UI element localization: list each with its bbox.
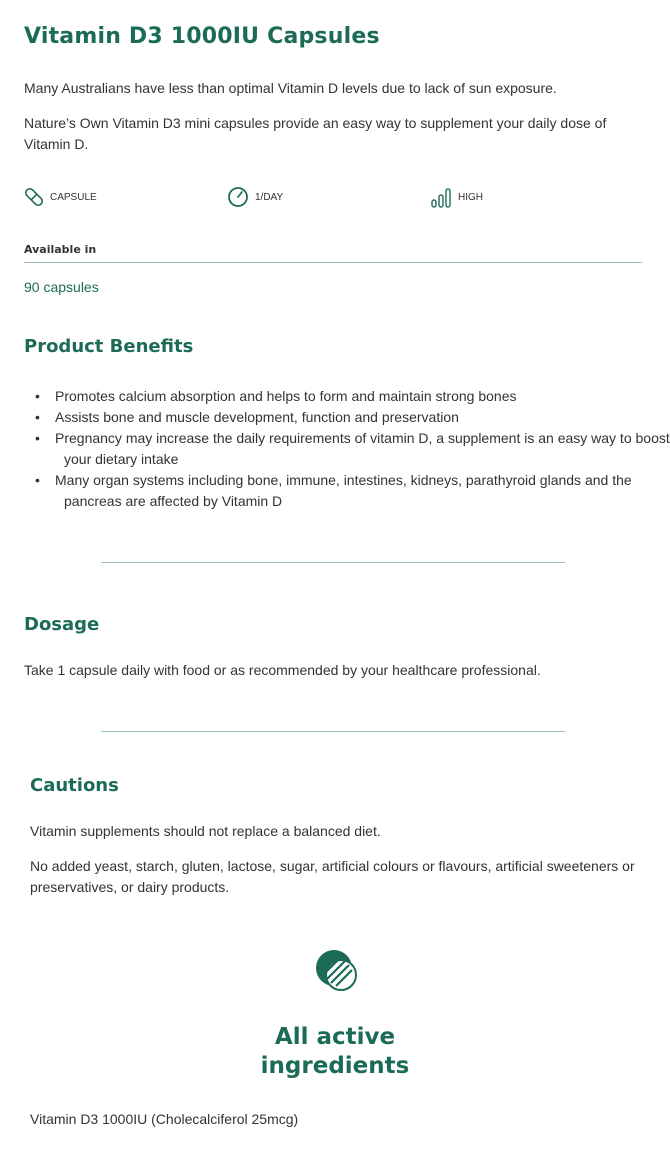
attribute-frequency (227, 186, 283, 208)
divider (24, 262, 642, 263)
ingredients-heading (0, 1023, 670, 1081)
attribute-strength (430, 186, 483, 208)
attribute-capsule (24, 186, 97, 208)
dosage-text: Take 1 capsule daily with food or as recommended by your healthcare professional. (24, 662, 541, 678)
list-item: • Assists bone and muscle development, function and preservation (55, 407, 670, 428)
clock-icon (227, 186, 249, 208)
intro-paragraph-1: Many Australians have less than optimal Vitamin D levels due to lack of sun exposure. (24, 80, 557, 96)
caution-text: Vitamin supplements should not replace a balanced diet. (30, 823, 381, 839)
intro-paragraph-2: Nature’s Own Vitamin D3 mini capsules provide an easy way to supplement your daily dose of Vitamin D. (24, 115, 607, 152)
dosage-heading: Dosage (24, 614, 100, 635)
section-divider (101, 562, 565, 563)
attribute-label: CAPSULE (50, 191, 97, 203)
available-in-label: Available in (24, 243, 97, 256)
capsule-icon (24, 186, 44, 208)
cautions-heading: Cautions (30, 775, 119, 796)
benefits-list (24, 386, 670, 512)
ingredient-item: Vitamin D3 1000IU (Cholecalciferol 25mcg) (30, 1111, 299, 1127)
ingredients-heading-line1: All active (274, 1024, 396, 1050)
strength-bars-icon (430, 186, 452, 208)
section-divider (101, 731, 565, 732)
list-item: • Many organ systems including bone, immune, intestines, kidneys, parathyroid glands and the pancreas are affected by Vitamin D (55, 470, 670, 512)
list-item: • Promotes calcium absorption and helps to form and maintain strong bones (55, 386, 670, 407)
product-attributes (24, 186, 644, 210)
attribute-label: HIGH (458, 191, 483, 203)
benefits-heading: Product Benefits (24, 336, 194, 357)
pack-size-option[interactable]: 90 capsules (24, 279, 99, 295)
list-item: • Pregnancy may increase the daily requirements of vitamin D, a supplement is an easy way to boost your dietary intake (55, 428, 670, 470)
caution-text: No added yeast, starch, gluten, lactose, sugar, artificial colours or flavours, artificial sweeteners or preservatives, or dairy products. (30, 858, 635, 895)
ingredients-badge-icon (314, 948, 362, 996)
ingredients-heading-line2: ingredients (260, 1053, 410, 1079)
product-title: Vitamin D3 1000IU Capsules (24, 24, 380, 49)
attribute-label: 1/DAY (255, 191, 284, 203)
